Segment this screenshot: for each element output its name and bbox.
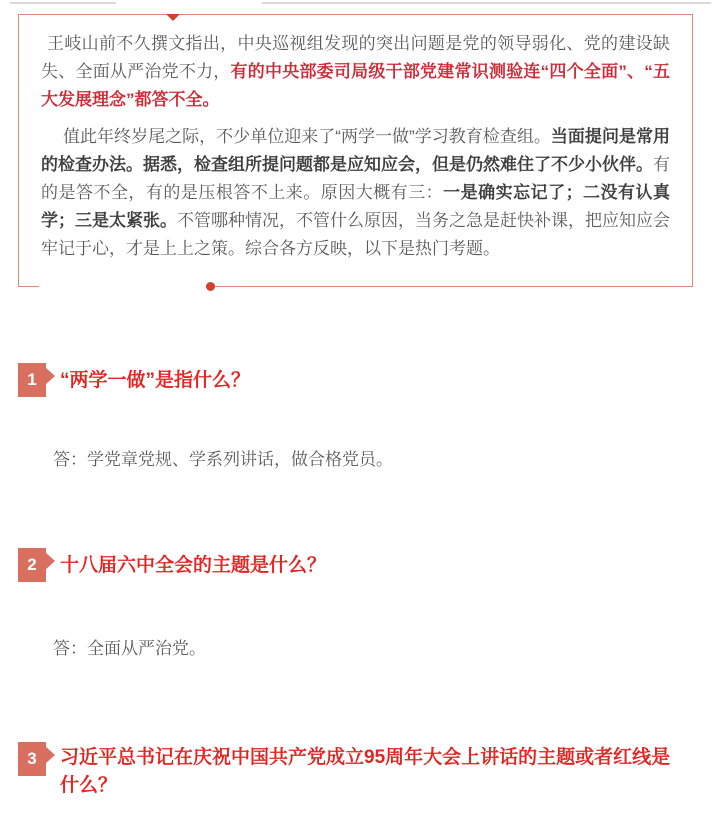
box-bottom-border-stub [18,286,39,287]
box-bottom-border-line [212,286,693,287]
question-2-number-badge [18,548,46,582]
box-bottom-dot-icon [206,282,215,291]
intro-para2-segment-3: 有的是答不全，有的是压根答不上来。原因大概有三： [41,155,670,202]
question-3-title: 习近平总书记在庆祝中国共产党成立95周年大会上讲话的主题或者红线是什么？ [60,747,671,796]
box-top-triangle-icon [166,14,180,21]
intro-para1-normal-text: 王岐山前不久撰文指出，中央巡视组发现的突出问题是党的领导弱化、党的建设缺失、全面从严治党不力， [41,34,670,81]
intro-para2-segment-1: 值此年终岁尾之际，不少单位迎来了“两学一做”学习教育检查组。 [63,127,551,146]
question-1-number-badge [18,363,46,397]
question-1-answer: 答：学党章党规、学系列讲话，做合格党员。 [53,450,393,469]
intro-para2-segment-2-bold: 当面提问是常用的检查办法。据悉，检查组所提问题都是应知应会，但是仍然难住了不少小伙伴。 [41,127,671,174]
question-3-number-badge [18,742,46,776]
question-1-number: 1 [27,370,37,389]
question-1-title: “两学一做”是指什么？ [60,370,251,391]
question-2-number: 2 [27,555,37,574]
intro-paragraph-1 [41,30,670,114]
top-divider-right [262,2,711,4]
question-2-answer: 答：全面从严治党。 [53,639,206,658]
intro-para1-red-bold-text: 有的中央部委司局级干部党建常识测验连“四个全面”、“五大发展理念”都答不全。 [41,62,671,109]
intro-box [18,14,693,286]
top-divider-left [10,2,116,4]
intro-para2-segment-5: 不管哪种情况，不管什么原因，当务之急是赶快补课，把应知应会牢记于心，才是上上之策。综合各方反映，以下是热门考题。 [41,211,670,258]
question-2-title: 十八届六中全会的主题是什么？ [60,555,327,576]
question-3-number: 3 [27,749,37,768]
intro-paragraph-2 [41,123,670,263]
intro-para2-segment-4-bold: 一是确实忘记了；二没有认真学；三是太紧张。 [41,183,671,230]
